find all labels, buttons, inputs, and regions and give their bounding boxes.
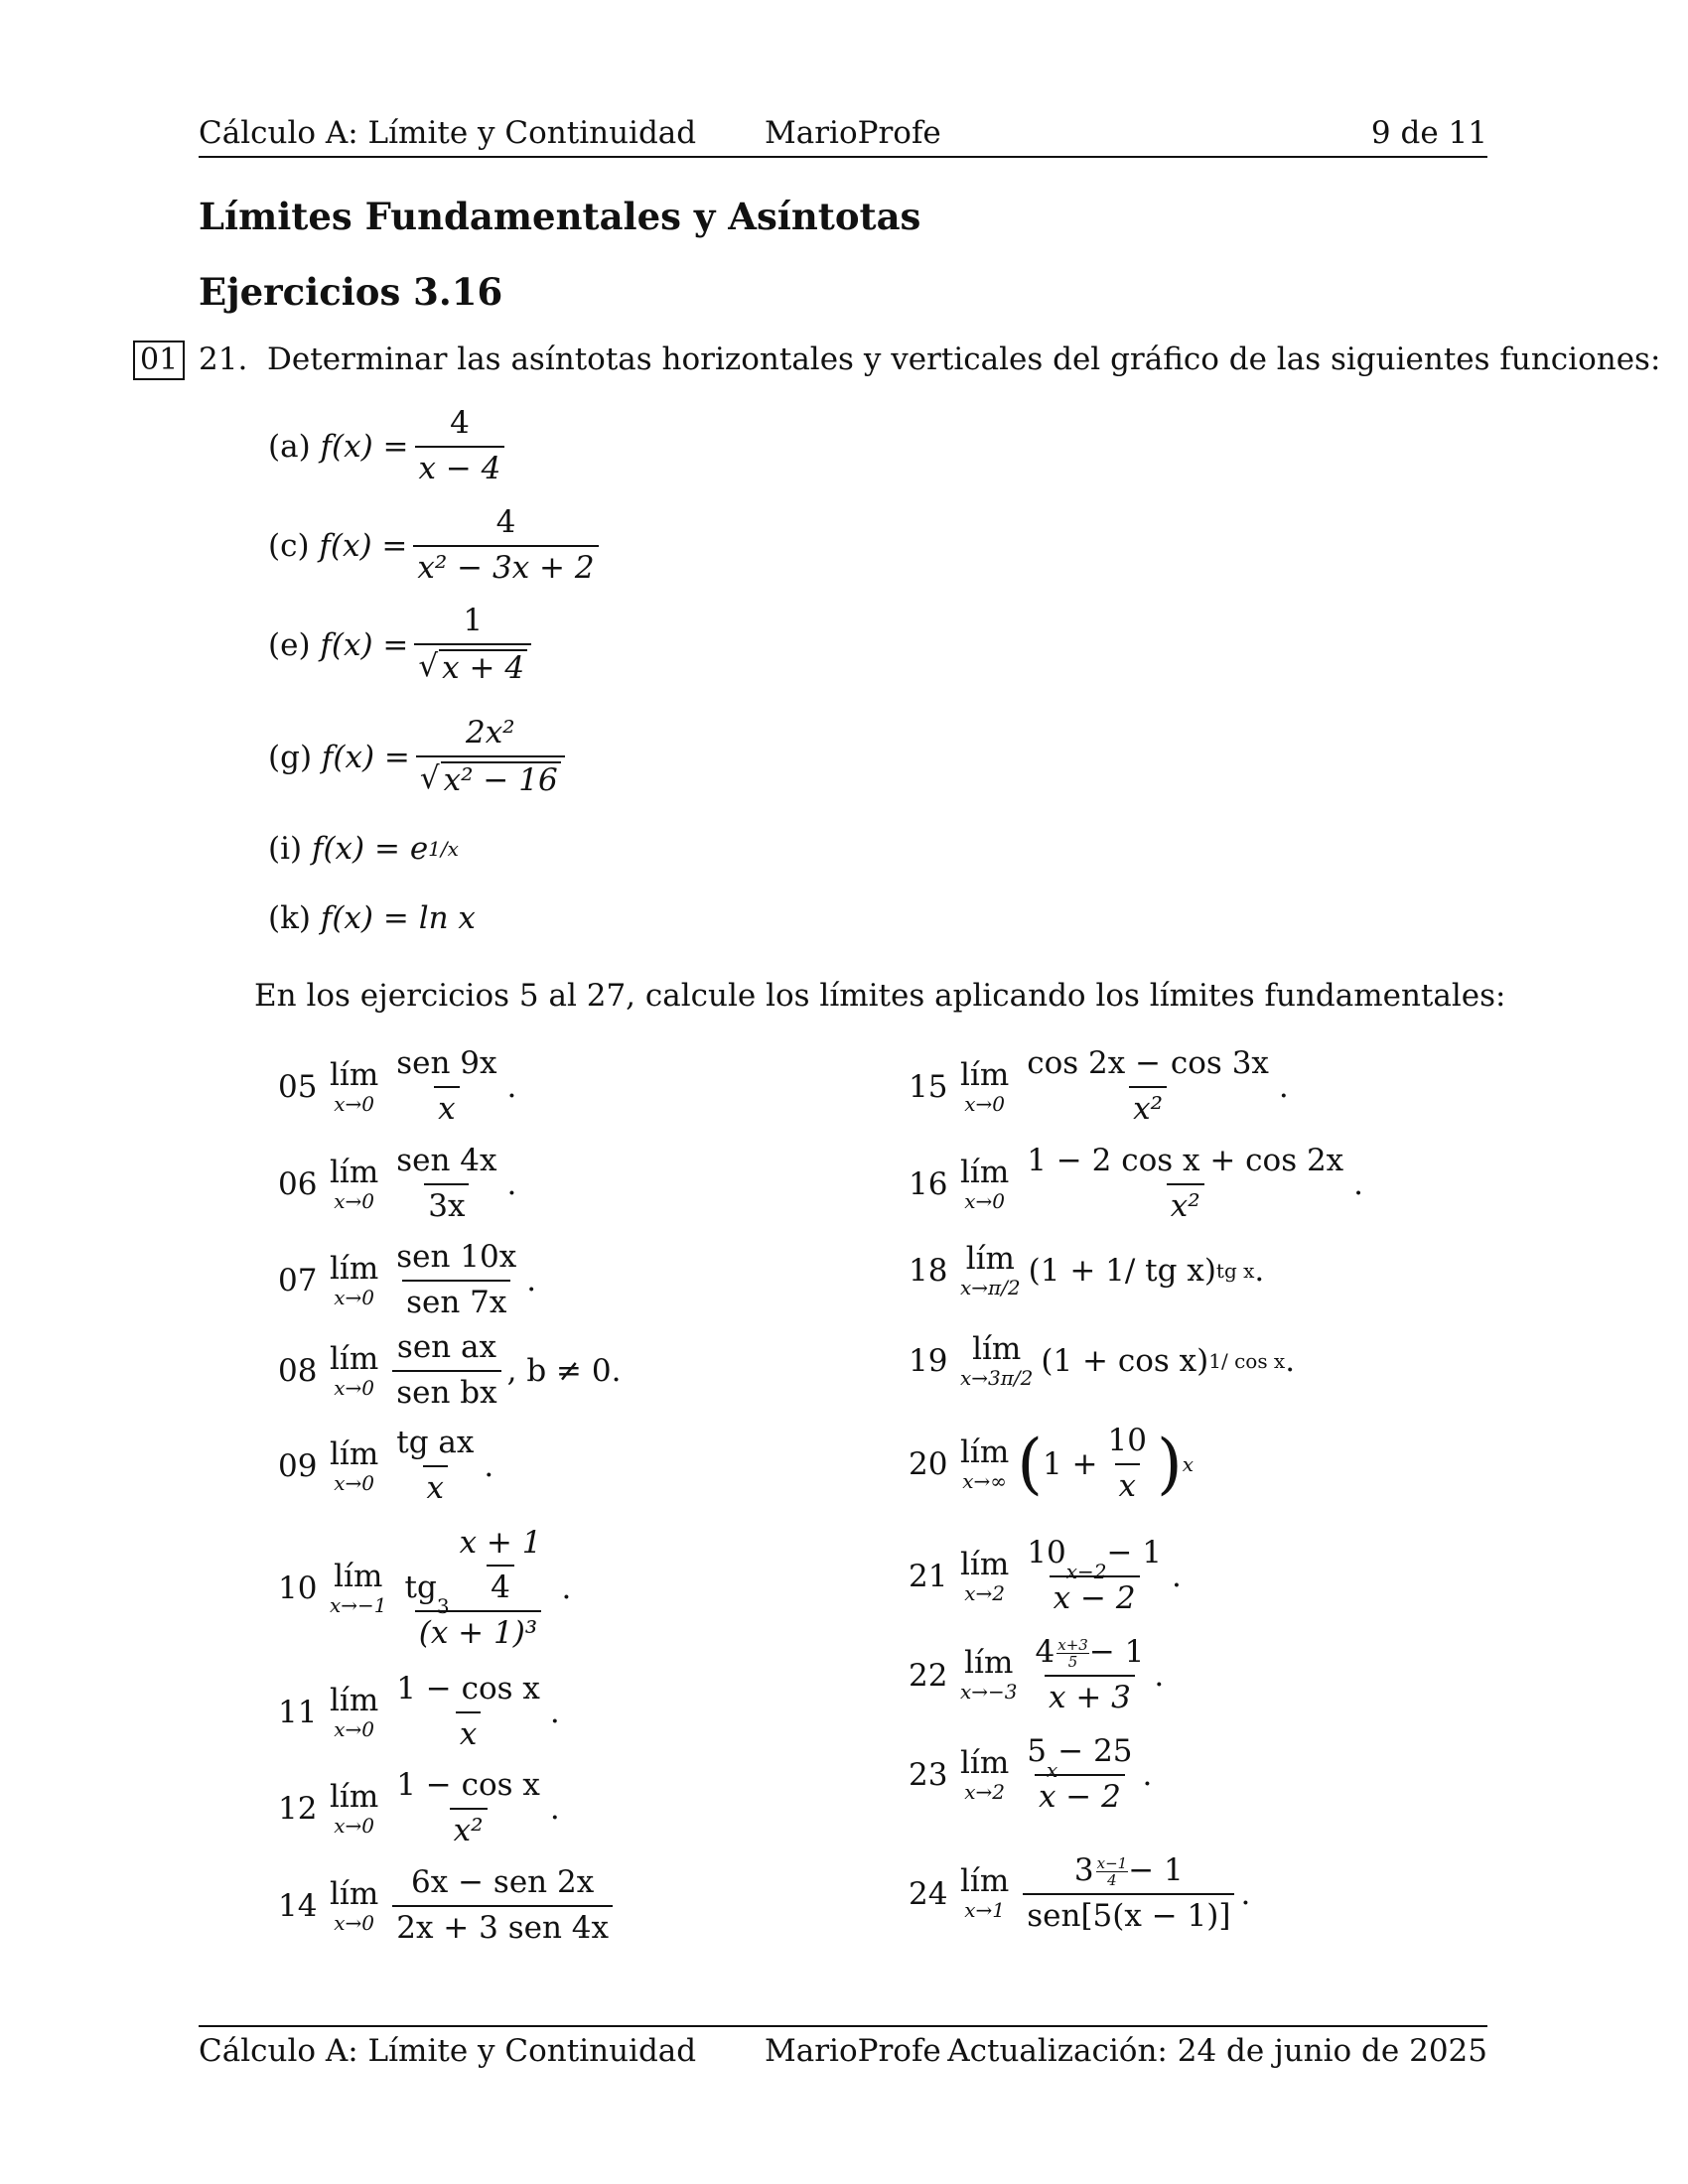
lim-word: lím [964,1645,1014,1681]
exercise-number: 07 [278,1263,318,1298]
fraction [1032,1635,1149,1715]
fraction [415,406,505,486]
tail: . [506,1166,517,1202]
lim-operator [960,1863,1010,1922]
limit-08 [278,1326,621,1416]
lim-operator [330,1250,379,1309]
lim-word: lím [960,1056,1010,1093]
lim-word: lím [960,1744,1010,1781]
subsection-title: Ejercicios 3.16 [199,270,503,314]
lim-operator [960,1433,1010,1493]
tail: . [506,1069,517,1105]
rest: − 1 [1128,1851,1184,1888]
lim-operator [330,1778,379,1838]
numerator: sen ax [396,1329,496,1366]
limit-11 [278,1668,560,1757]
function-item-k [268,893,476,943]
lim-word: lím [334,1558,383,1594]
limit-07 [278,1236,536,1325]
exercise-number: 16 [909,1166,948,1202]
lim-word: lím [330,1875,379,1912]
tail: . [1154,1657,1165,1694]
expression-prefix: 1 + [1042,1446,1098,1482]
problem-box-number: 01 [133,341,185,380]
lim-operator [960,1744,1010,1804]
rest: − 1 [1088,1633,1145,1670]
tail: . [1254,1253,1265,1289]
numerator [1032,1635,1149,1675]
inner-numerator: x + 1 [459,1524,542,1561]
exercise-number: 24 [909,1875,948,1912]
exercise-number: 20 [909,1446,948,1482]
exercise-number: 21 [909,1559,948,1594]
exercise-number: 19 [909,1343,948,1379]
item-label: (e) [268,627,311,663]
lim-subscript: x→0 [334,1716,374,1741]
denominator: x² [1129,1086,1167,1128]
limit-22 [909,1628,1164,1722]
expression: (1 + cos x) [1041,1343,1209,1379]
fraction [401,1526,556,1652]
exercise-number: 06 [278,1166,318,1202]
lim-operator [330,1558,387,1617]
lim-subscript: x→0 [334,1470,374,1495]
lim-subscript: x→−3 [960,1680,1018,1704]
numerator: 10 x−2 − 1 [1027,1535,1163,1583]
denominator: x² [450,1808,488,1849]
lim-word: lím [330,1778,379,1815]
denominator: 2x + 3 sen 4x [392,1905,613,1947]
denominator: sen 7x [402,1280,510,1321]
footer-update: Actualización: 24 de junio de 2025 [947,2033,1487,2069]
f-of-x: f(x) = [320,900,409,936]
lim-subscript: x→−1 [330,1592,387,1617]
denominator: (x + 1)³ [415,1610,542,1652]
denominator: x [434,1086,459,1128]
exercise-number: 09 [278,1448,318,1484]
tail: . [1285,1343,1296,1379]
denominator: x + 3 [1045,1675,1135,1716]
lim-word: lím [330,1250,379,1287]
lim-subscript: x→0 [334,1285,374,1309]
lim-word: lím [960,1546,1010,1582]
inner-fraction [456,1526,546,1606]
numerator: tg 3 $\frac{x + 1}{4}$ [401,1526,556,1610]
denominator: x [423,1465,448,1507]
fraction [392,1426,478,1506]
fraction [416,716,565,798]
problem-text: Determinar las asíntotas horizontales y verticales del gráfico de las siguientes funciones: [267,341,1661,377]
limit-09 [278,1422,493,1511]
limit-16 [909,1140,1363,1229]
header-page-number: 9 de 11 [1370,115,1487,151]
lim-subscript: x→0 [334,1375,374,1400]
footer-author: MarioProfe [765,2033,941,2069]
sqrt-symbol: √ x + 4 [418,649,527,687]
tail: . [561,1570,572,1606]
lim-operator [960,1645,1018,1704]
lim-subscript: x→0 [334,1188,374,1213]
denominator: sen bx [392,1370,500,1412]
exercise-number: 08 [278,1353,318,1389]
exercise-number: 10 [278,1570,318,1606]
denominator [416,755,565,799]
limit-14 [278,1861,619,1951]
exercise-number: 15 [909,1069,948,1105]
limit-24 [909,1846,1250,1941]
fraction [392,1672,544,1752]
numerator: 1 − cos x [396,1767,540,1804]
numerator: sen 9x [396,1045,497,1082]
denominator: x [1115,1463,1140,1505]
fraction [392,1768,544,1848]
lim-operator [960,1154,1010,1213]
f-of-x: f(x) = [319,528,408,564]
denominator: x − 2 [1050,1575,1140,1617]
lim-operator [330,1056,379,1116]
fraction [1023,1853,1234,1934]
rest: − 1 [1106,1535,1163,1571]
lim-operator [960,1056,1010,1116]
lim-subscript: x→π/2 [960,1275,1021,1299]
numerator: 2x² [465,714,515,751]
lim-subscript: x→∞ [962,1468,1007,1493]
exercise-number: 23 [909,1757,948,1793]
limit-05 [278,1042,516,1132]
exp-numerator: x−1 [1096,1853,1128,1872]
footer-course: Cálculo A: Límite y Continuidad [199,2033,697,2069]
function-item-a [268,402,510,491]
tail: , b ≠ 0. [506,1353,622,1389]
numerator: 1 − 2 cos x + cos 2x [1027,1143,1344,1179]
numerator: sen 4x [396,1143,497,1179]
lim-operator [330,1154,379,1213]
lim-operator [330,1875,379,1935]
lim-word: lím [330,1340,379,1377]
lim-operator [330,1682,379,1741]
denominator: x − 4 [415,446,505,487]
f-of-x: f(x) = [321,739,410,775]
lim-word: lím [960,1154,1010,1190]
item-label: (a) [268,429,311,465]
fraction [392,1865,613,1946]
numerator [1070,1853,1188,1893]
tail: . [1142,1757,1153,1793]
footer-rule [199,2025,1487,2027]
item-label: (g) [268,739,313,775]
item-label: (k) [268,900,311,936]
exercise-number: 05 [278,1069,318,1105]
tg-word: tg [404,1570,437,1606]
header-author: MarioProfe [765,115,941,151]
numerator: 1 [463,603,484,639]
limit-19: 19 lím x→3π/2 (1 + cos x) 1/ cos x . [909,1330,1296,1390]
tail: . [484,1448,494,1484]
tail: . [1278,1069,1289,1105]
exercise-number: 14 [278,1888,318,1924]
expression: ln x [418,900,476,936]
lim-subscript: x→1 [964,1898,1005,1922]
tail: . [549,1695,560,1730]
base: 3 [1073,1851,1094,1888]
function-item-e [268,601,537,690]
exponent-fraction [1096,1855,1129,1889]
limit-12 [278,1764,560,1853]
f-of-x: f(x) = [320,627,409,663]
exp-denominator: 4 [1107,1871,1117,1889]
numerator: 4 [450,405,470,442]
base: 5 [1027,1733,1047,1770]
exp-numerator: x+3 [1057,1635,1088,1654]
radicand: x² − 16 [441,761,561,799]
denominator: x − 2 [1035,1774,1125,1816]
header-course: Cálculo A: Límite y Continuidad [199,115,697,151]
problem-number: 21. [199,341,248,377]
tail: . [549,1791,560,1827]
exercise-number: 11 [278,1695,318,1730]
tail: . [1353,1166,1364,1202]
lim-subscript: x→0 [334,1910,374,1935]
lim-subscript: x→0 [334,1091,374,1116]
numerator: 4 [495,504,516,541]
limit-18: 18 lím x→π/2 (1 + 1/ tg x) tg x . [909,1240,1265,1299]
problem-statement [199,341,1660,377]
denominator: sen[5(x − 1)] [1023,1893,1234,1935]
denominator: x² [1167,1183,1204,1225]
lim-word: lím [330,1154,379,1190]
lim-subscript: x→0 [964,1091,1005,1116]
numerator: 5 x − 25 [1027,1733,1133,1782]
sqrt-symbol: √ x² − 16 [420,761,561,799]
item-label: (c) [268,528,310,564]
fraction [1104,1424,1151,1504]
fraction [1023,1046,1273,1127]
tail: . [526,1263,537,1298]
fraction [414,604,531,686]
lim-operator [330,1340,379,1400]
denominator: 3x [424,1183,469,1225]
tail: . [1240,1875,1251,1912]
limit-15 [909,1042,1289,1132]
limit-20: 20 lím x→∞ ( 1 + $\frac{10}{x}$ ) x [909,1423,1195,1504]
lim-operator [960,1240,1021,1299]
left-paren: ( [1017,1426,1043,1502]
inner-denominator: 4 [487,1565,514,1606]
fraction [1023,1734,1136,1815]
expression: (1 + 1/ tg x) [1028,1253,1216,1289]
fraction [1023,1144,1347,1224]
fraction [392,1144,500,1224]
numerator: cos 2x − cos 3x [1027,1045,1269,1082]
f-of-x: f(x) = [311,831,400,867]
function-item-g [268,710,571,804]
numerator: tg ax [396,1425,475,1461]
lim-word: lím [960,1433,1010,1470]
limits-intro: En los ejercicios 5 al 27, calcule los límites aplicando los límites fundamentales: [254,978,1506,1014]
item-label: (i) [268,831,303,867]
lim-word: lím [330,1682,379,1718]
section-title: Límites Fundamentales y Asíntotas [199,195,921,238]
numerator: 1 − cos x [396,1671,540,1707]
exponent-fraction [1056,1637,1089,1671]
exercise-number: 18 [909,1253,948,1289]
limit-06 [278,1140,516,1229]
lim-subscript: x→2 [964,1779,1005,1804]
lim-subscript: x→0 [964,1188,1005,1213]
numerator: sen 10x [396,1239,517,1276]
expression: e [409,831,429,867]
fraction [413,505,598,586]
function-item-i: (i) f(x) = e 1/x [268,831,459,867]
numerator: 6x − sen 2x [411,1864,595,1901]
header-rule [199,156,1487,158]
lim-operator [330,1435,379,1495]
lim-operator [960,1546,1010,1605]
lim-word: lím [972,1330,1022,1367]
fraction [392,1330,500,1411]
tail: . [1172,1559,1182,1594]
base: 4 [1035,1633,1055,1670]
numerator: 10 [1107,1423,1147,1459]
rest: − 25 [1057,1733,1133,1770]
denominator: x² − 3x + 2 [413,545,598,587]
fraction [1023,1536,1166,1616]
lim-word: lím [965,1240,1015,1277]
fraction [392,1046,500,1127]
exercise-number: 12 [278,1791,318,1827]
lim-subscript: x→2 [964,1580,1005,1605]
right-paren: ) [1157,1426,1183,1502]
exercise-number: 22 [909,1657,948,1694]
f-of-x: f(x) = [320,429,409,465]
radicand: x + 4 [439,649,527,687]
lim-word: lím [330,1435,379,1472]
lim-subscript: x→3π/2 [960,1365,1034,1390]
lim-word: lím [330,1056,379,1093]
limit-23 [909,1730,1152,1820]
function-item-c [268,501,605,591]
lim-word: lím [960,1863,1010,1899]
limit-10 [278,1524,571,1653]
lim-operator [960,1330,1034,1390]
fraction [392,1240,520,1320]
base: 10 [1027,1535,1066,1571]
denominator [414,643,531,687]
denominator: x [456,1711,481,1753]
limit-21 [909,1532,1182,1621]
exp-denominator: 5 [1067,1653,1078,1671]
lim-subscript: x→0 [334,1813,374,1838]
